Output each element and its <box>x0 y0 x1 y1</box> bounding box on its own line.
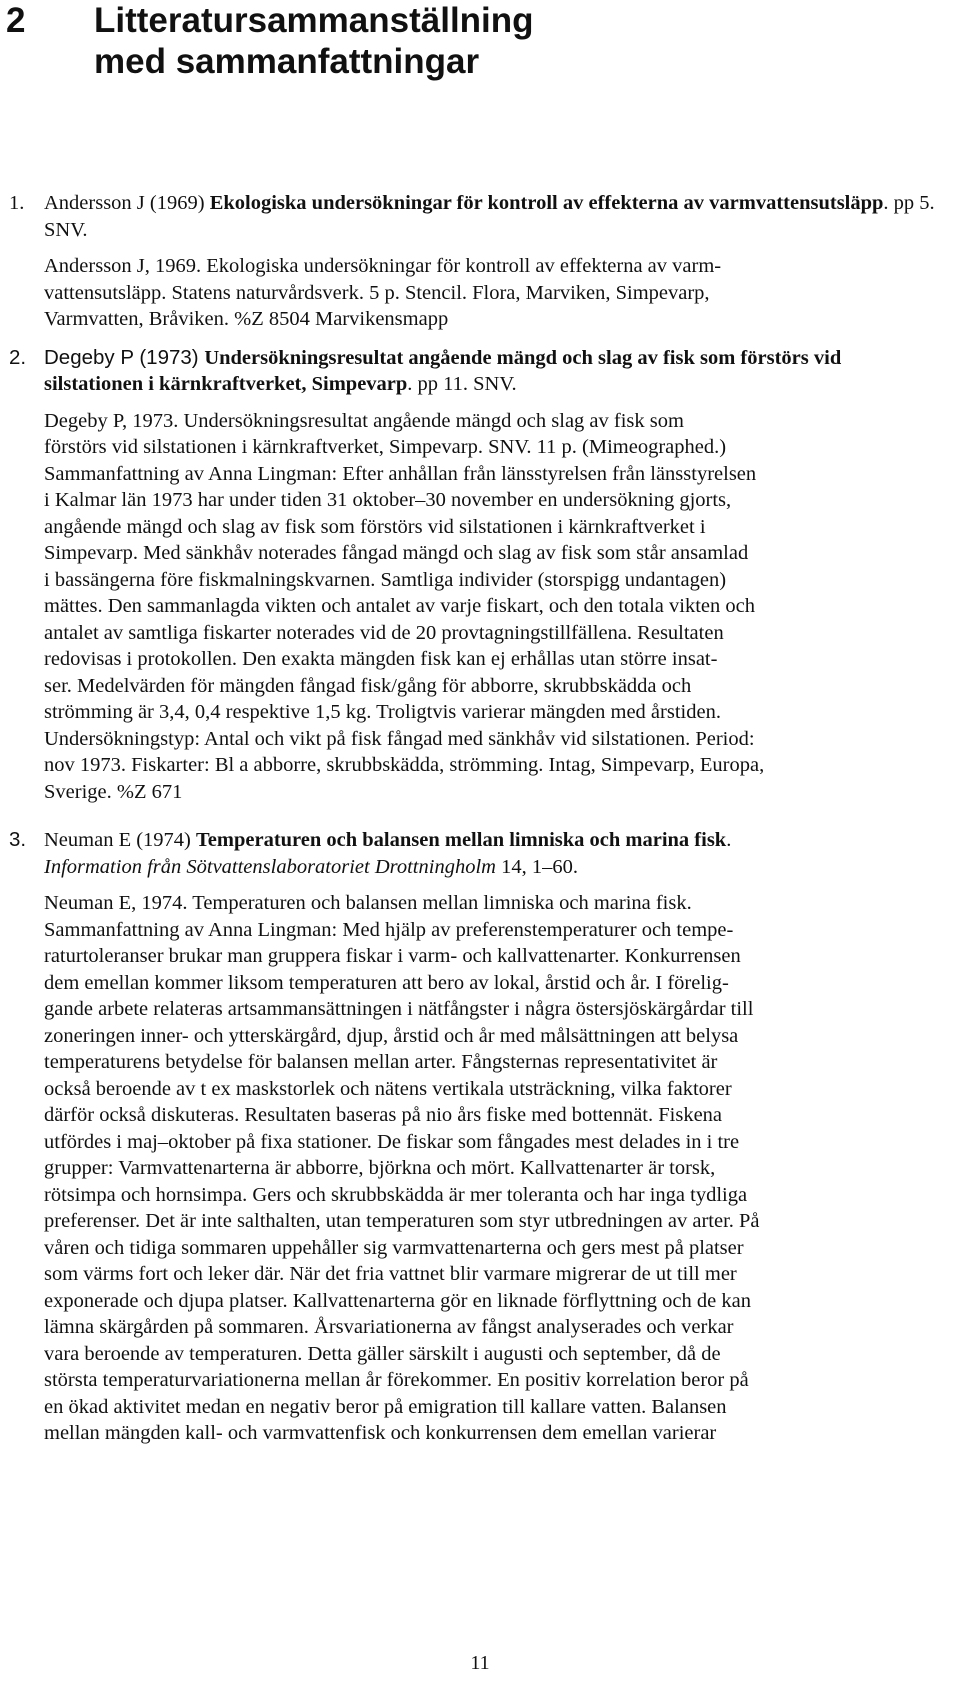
summary-line: nov 1973. Fiskarter: Bl a abborre, skrubbskädda, strömming. Intag, Simpevarp, Europa, <box>44 754 765 776</box>
summary-line: ser. Medelvärden för mängden fångad fisk/gång för abborre, skrubbskädda och <box>44 674 692 697</box>
section-number: 2 <box>6 1 26 40</box>
citation-details: . <box>726 829 732 851</box>
citation-journal: Information från Sötvattenslaboratoriet Drottningholm <box>44 855 496 878</box>
citation-title: Temperaturen och balansen mellan limniska och marina fisk <box>196 829 727 851</box>
citation-details: . pp 5. SNV. <box>44 192 935 241</box>
reference-summary <box>44 408 944 806</box>
summary-line: i bassängerna före fiskmalningskvarnen. Samtliga individer (storspigg undantagen) <box>44 568 727 591</box>
summary-line: vara beroende av temperaturen. Detta gäller särskilt i augusti och september, då de <box>44 1342 721 1365</box>
reference-number: 2. <box>9 345 27 369</box>
summary-line: Simpevarp. Med sänkhåv noterades fångad mängd och slag av fisk som står ansamlad <box>44 542 749 564</box>
reference-item-3 <box>0 827 944 1447</box>
citation-title: Undersökningsresultat angående mängd och slag av fisk som förstörs vid silstationen i kärnkraftverket, Simpevarp <box>44 346 842 395</box>
summary-line: rötsimpa och hornsimpa. Gers och skrubbskädda är mer toleranta och har inga tydliga <box>44 1183 748 1206</box>
summary-line: Degeby P, 1973. Undersökningsresultat angående mängd och slag av fisk som <box>44 409 684 432</box>
summary-line: dem emellan kommer liksom temperaturen att bero av lokal, årstid och år. I förelig- <box>44 971 729 994</box>
citation-details: . pp 11. SNV. <box>407 373 517 395</box>
summary-line: Sammanfattning av Anna Lingman: Med hjälp av preferenstemperaturer och tempe- <box>44 918 734 941</box>
summary-line: Sammanfattning av Anna Lingman: Efter anhållan från länsstyrelsen från länsstyrelsen <box>44 462 757 485</box>
summary-line: Varmvatten, Bråviken. %Z 8504 Marvikensmapp <box>44 308 449 330</box>
summary-line: därför också diskuteras. Resultaten baseras på nio års fiske med bottennät. Fiskena <box>44 1104 723 1126</box>
summary-line: Andersson J, 1969. Ekologiska undersökningar för kontroll av effekterna av varm- <box>44 255 722 277</box>
summary-line: största temperaturvariationerna mellan år förekommer. En positiv korrelation beror på <box>44 1369 749 1391</box>
reference-item-2 <box>0 345 944 806</box>
reference-number: 3. <box>9 828 27 851</box>
summary-line: en ökad aktivitet medan en negativ beror på emigration till kallare vatten. Balansen <box>44 1395 727 1418</box>
summary-line: grupper: Varmvattenarterna är abborre, björkna och mört. Kallvattenarter är torsk, <box>44 1157 716 1179</box>
citation-author: Neuman E (1974) <box>44 829 196 851</box>
summary-line: preferenser. Det är inte salthalten, utan temperaturen som styr utbredningen av arter. På <box>44 1210 760 1232</box>
summary-line: som värms fort och leker där. När det fria vattnet blir varmare migrerar de ut till mer <box>44 1263 737 1285</box>
reference-item-1 <box>0 190 944 333</box>
summary-line: zoneringen inner- och ytterskärgård, djup, årstid och år med målsättningen att belysa <box>44 1024 739 1047</box>
summary-line: utfördes i maj–oktober på fixa stationer. De fiskar som fångades mest delades in i tre <box>44 1130 740 1153</box>
section-heading <box>6 0 534 82</box>
summary-line: raturtoleranser brukar man gruppera fiskar i varm- och kallvattenarter. Konkurrensen <box>44 945 741 967</box>
summary-line: gande arbete relateras artsammansättningen i nätfångster i några östersjöskärgårdar till <box>44 998 754 1020</box>
citation-title: Ekologiska undersökningar för kontroll av effekterna av varmvattensutsläpp <box>209 192 884 214</box>
summary-line: temperaturens betydelse för balansen mellan arter. Fångsternas representativitet är <box>44 1051 718 1073</box>
summary-line: lämna skärgården på sommaren. Årsvariationerna av fångst analyserades och verkar <box>44 1316 734 1338</box>
summary-line: Undersökningstyp: Antal och vikt på fisk fångad med sänkhåv vid silstationen. Period: <box>44 727 755 750</box>
summary-line: strömming är 3,4, 0,4 respektive 1,5 kg. Troligtvis varierar mängden med årstiden. <box>44 701 721 723</box>
summary-line: mellan mängden kall- och varmvattenfisk och konkurrensen dem emellan varierar <box>44 1422 717 1444</box>
reference-citation <box>44 345 944 398</box>
summary-line: våren och tidiga sommaren uppehåller sig varmvattenarterna och gers mest på platser <box>44 1236 744 1259</box>
summary-line: förstörs vid silstationen i kärnkraftverket, Simpevarp. SNV. 11 p. (Mimeographed.) <box>44 436 727 458</box>
summary-line: antalet av samtliga fiskarter noterades vid de 20 provtagningstillfällena. Resultaten <box>44 621 724 644</box>
reference-list <box>0 190 960 1447</box>
summary-line: Sverige. %Z 671 <box>44 780 183 803</box>
citation-author: Degeby P (1973) <box>44 345 205 369</box>
summary-line: angående mängd och slag av fisk som förstörs vid silstationen i kärnkraftverket i <box>44 515 706 538</box>
section-title-line-1: Litteratursammanställning <box>94 1 534 40</box>
summary-line: Neuman E, 1974. Temperaturen och balansen mellan limniska och marina fisk. <box>44 892 692 914</box>
summary-line: i Kalmar län 1973 har under tiden 31 oktober–30 november en undersökning gjorts, <box>44 489 732 511</box>
section-title-line-2: med sammanfattningar <box>94 42 480 81</box>
citation-author: Andersson J (1969) <box>44 192 210 214</box>
summary-line: mättes. Den sammanlagda vikten och antalet av varje fiskart, och den totala vikten och <box>44 595 755 617</box>
citation-pages: 14, 1–60. <box>495 855 578 878</box>
reference-summary <box>44 253 944 333</box>
reference-summary <box>44 890 944 1447</box>
reference-number: 1. <box>9 192 25 214</box>
summary-line: också beroende av t ex maskstorlek och nätens vertikala utsträckning, vilka faktorer <box>44 1077 732 1100</box>
reference-citation <box>44 190 944 243</box>
summary-line: redovisas i protokollen. Den exakta mängden fisk kan ej erhållas utan större insat- <box>44 648 718 670</box>
reference-citation <box>44 827 944 880</box>
page-number: 11 <box>470 1652 490 1674</box>
summary-line: exponerade och djupa platser. Kallvattenarterna gör en liknade förflyttning och de kan <box>44 1289 751 1312</box>
summary-line: vattensutsläpp. Statens naturvårdsverk. 5 p. Stencil. Flora, Marviken, Simpevarp, <box>44 281 710 304</box>
